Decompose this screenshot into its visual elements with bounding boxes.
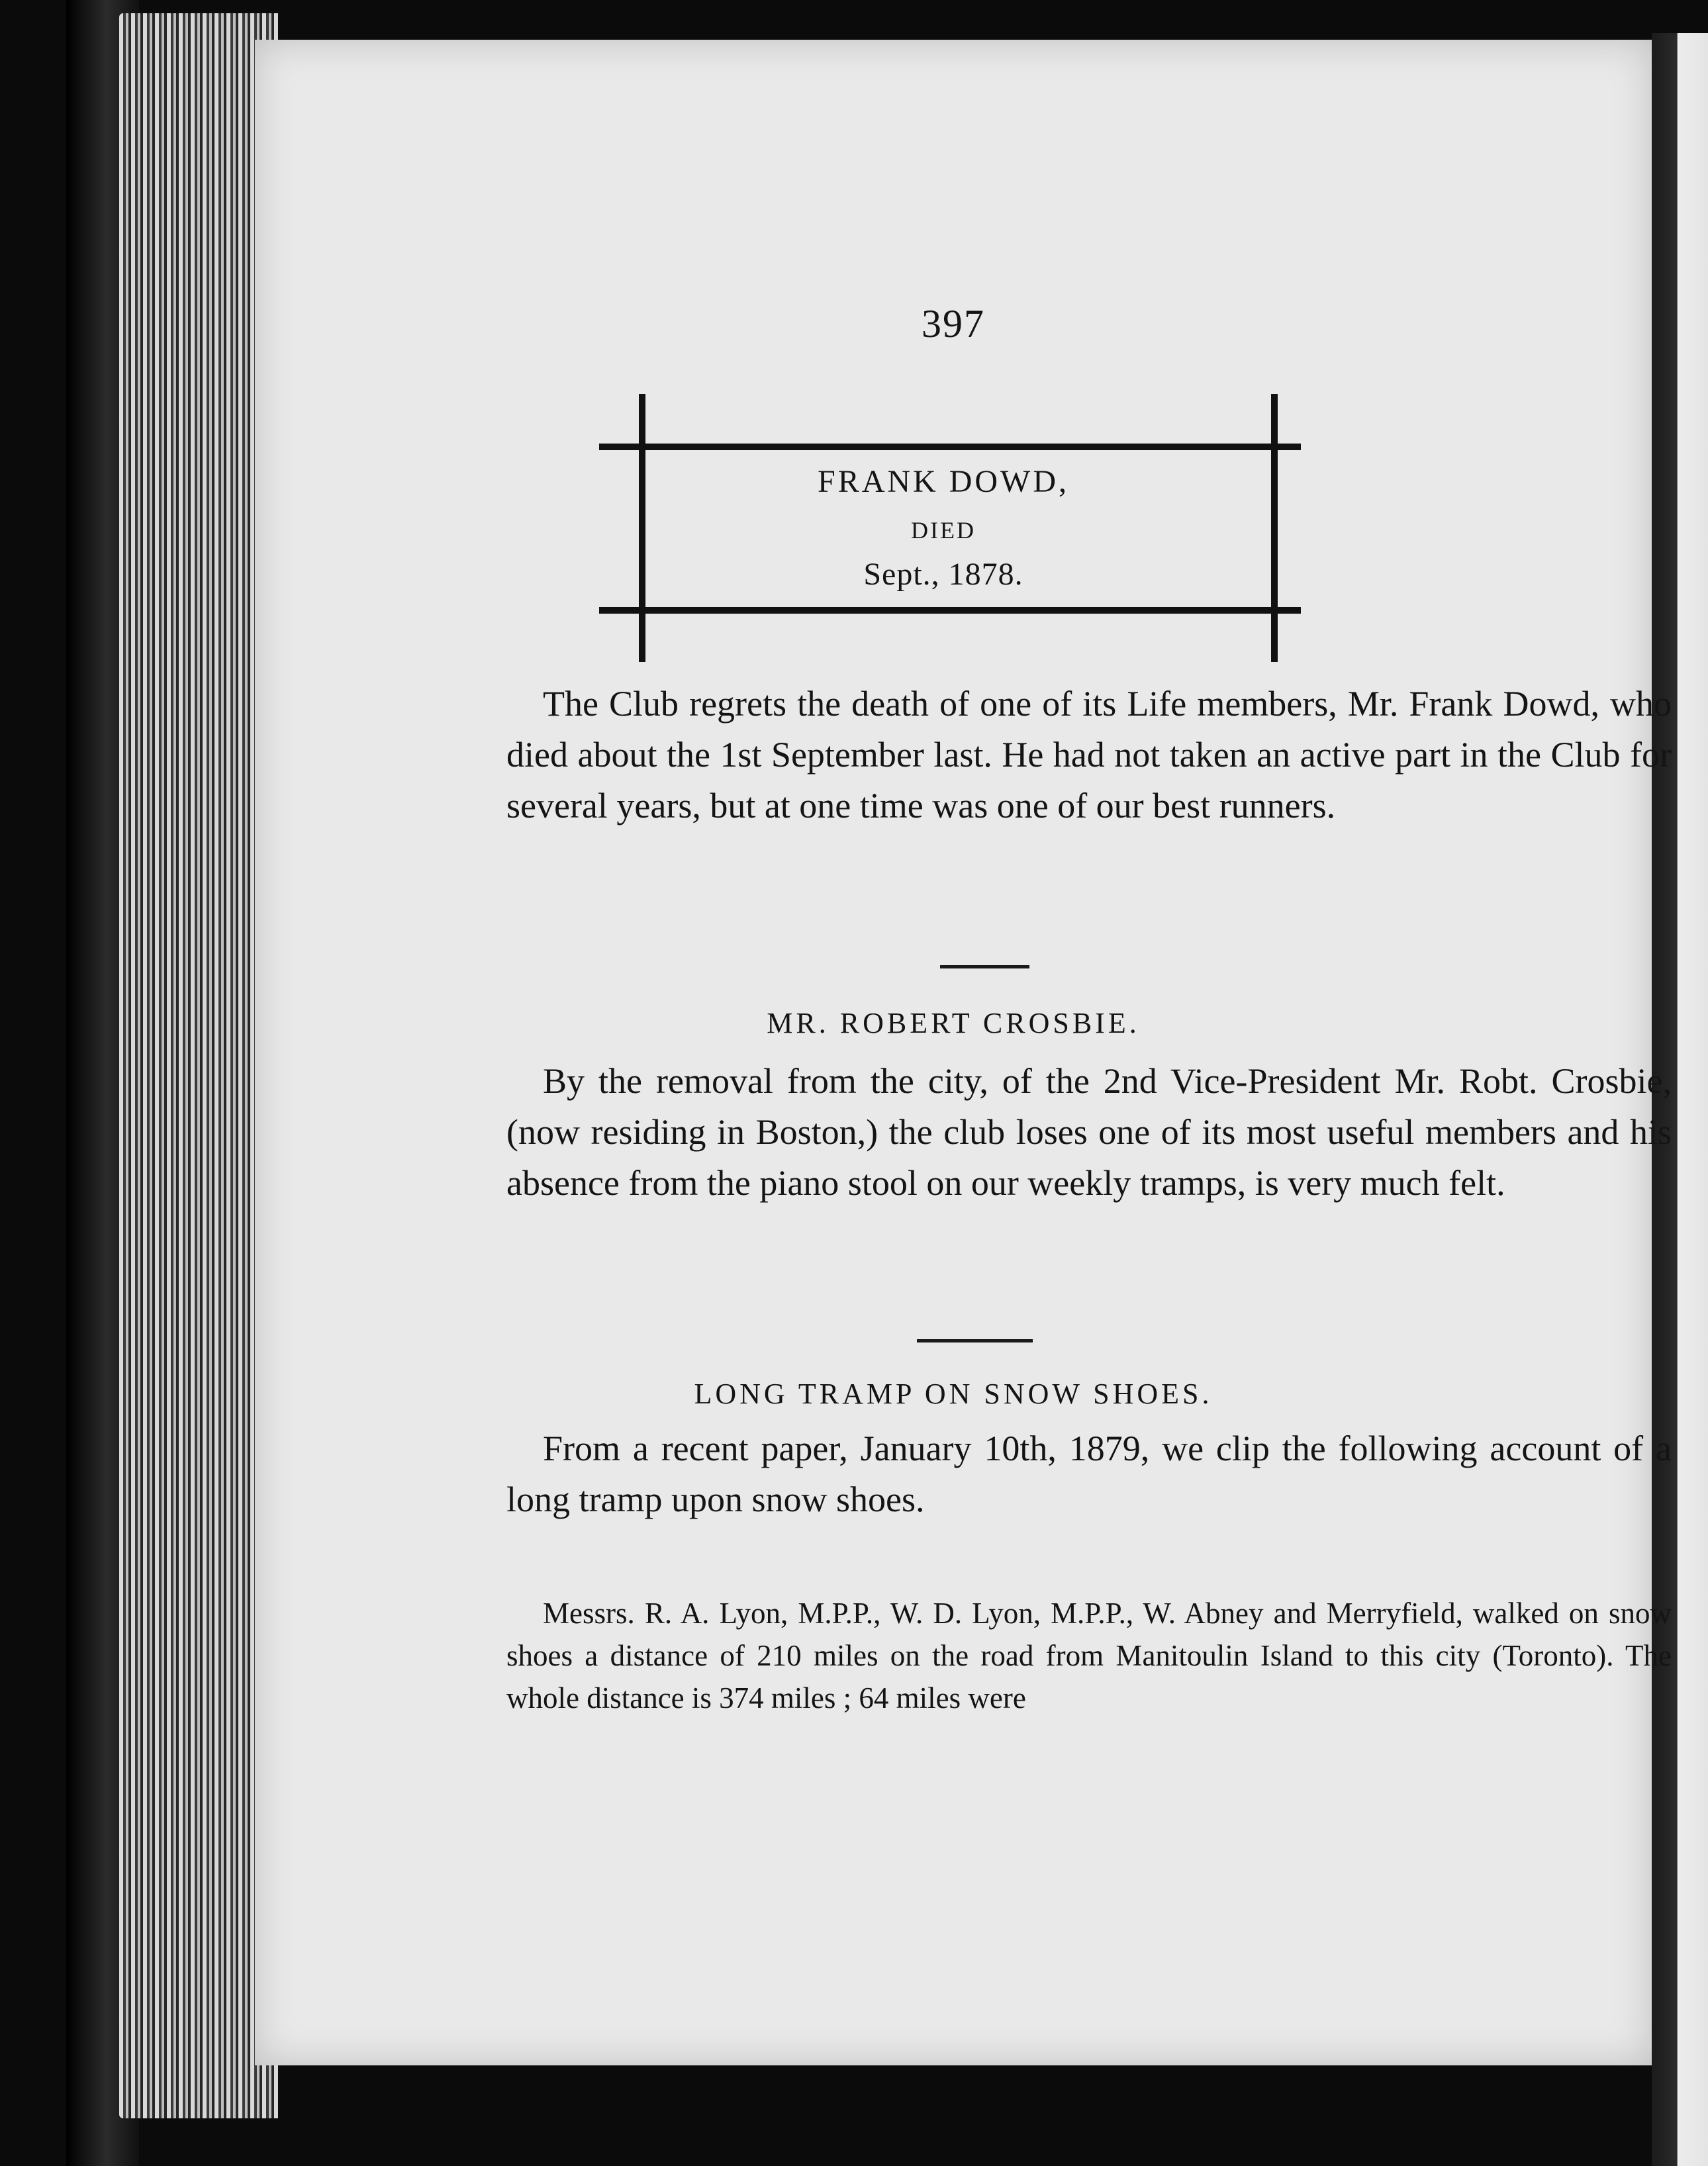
heading-crosbie: MR. ROBERT CROSBIE.: [767, 1007, 1140, 1039]
frame-top-rule: [599, 444, 1301, 450]
quoted-account: Messrs. R. A. Lyon, M.P.P., W. D. Lyon, M.P.P., W. Abney and Merryfield, walked on snow shoes a distance of 210 miles on the road from Manitoulin Island to this city (Toronto). The whole distance is 374 miles ; 64 miles were: [506, 1597, 1672, 1715]
memorial-name: FRANK DOWD,: [818, 464, 1069, 499]
paragraph-long-tramp: From a recent paper, January 10th, 1879, we clip the following account of a long tramp upon snow shoes.: [506, 1429, 1672, 1519]
heading-long-tramp: LONG TRAMP ON SNOW SHOES.: [694, 1378, 1213, 1410]
section-divider-2: [917, 1339, 1033, 1342]
paragraph-dowd: The Club regrets the death of one of its Life members, Mr. Frank Dowd, who died about the 1st September last. He had not taken an active part in the Club for several years, but at one time was one of our best runners.: [506, 684, 1672, 825]
page-number: 397: [922, 302, 985, 346]
memorial-date: Sept., 1878.: [863, 557, 1023, 592]
book-page: [255, 40, 1672, 2065]
stacked-page-edges: [119, 13, 278, 2118]
frame-bottom-rule: [599, 607, 1301, 614]
memorial-died-label: DIED: [911, 517, 976, 543]
section-divider-1: [940, 965, 1029, 968]
paragraph-crosbie: By the removal from the city, of the 2nd Vice-President Mr. Robt. Crosbie, (now residing in Boston,) the club loses one of its most useful members and his absence from the piano stool on our weekly tramps, is very much felt.: [506, 1061, 1672, 1203]
